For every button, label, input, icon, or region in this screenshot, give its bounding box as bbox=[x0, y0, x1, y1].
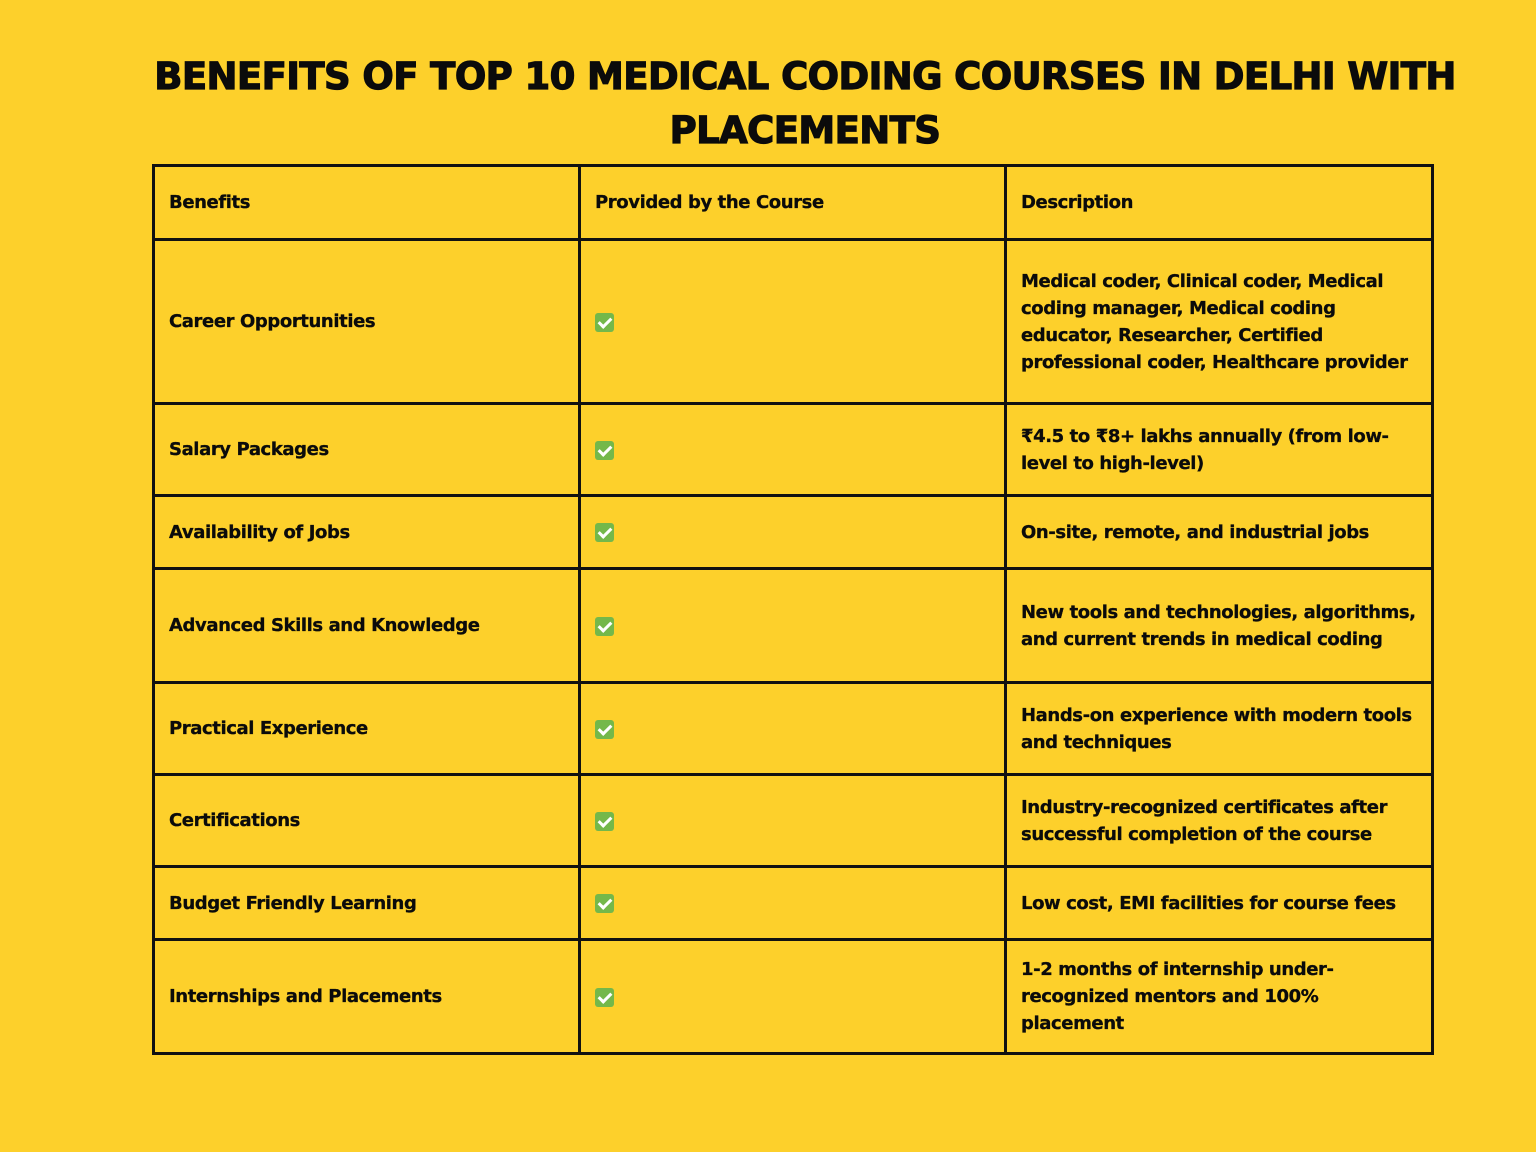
check-icon bbox=[595, 988, 614, 1007]
page-title: BENEFITS OF TOP 10 MEDICAL CODING COURSES IN DELHI WITH PLACEMENTS bbox=[154, 55, 1456, 152]
check-icon bbox=[595, 523, 614, 542]
check-icon bbox=[595, 313, 614, 332]
table-row bbox=[154, 569, 1433, 683]
provided-cell bbox=[580, 867, 1006, 940]
check-icon bbox=[595, 812, 614, 831]
benefit-cell: Internships and Placements bbox=[154, 940, 580, 1054]
description-cell: ₹4.5 to ₹8+ lakhs annually (from low-level to high-level) bbox=[1006, 404, 1433, 496]
benefit-cell: Practical Experience bbox=[154, 683, 580, 775]
header-provided: Provided by the Course bbox=[580, 166, 1006, 240]
table-row bbox=[154, 775, 1433, 867]
check-icon bbox=[595, 894, 614, 913]
benefits-table bbox=[152, 164, 1434, 1055]
description-cell: Industry-recognized certificates after successful completion of the course bbox=[1006, 775, 1433, 867]
benefit-cell: Certifications bbox=[154, 775, 580, 867]
table-row bbox=[154, 940, 1433, 1054]
description-cell: On-site, remote, and industrial jobs bbox=[1006, 496, 1433, 569]
header-description: Description bbox=[1006, 166, 1433, 240]
table-row bbox=[154, 496, 1433, 569]
provided-cell bbox=[580, 404, 1006, 496]
provided-cell bbox=[580, 940, 1006, 1054]
benefit-cell: Salary Packages bbox=[154, 404, 580, 496]
benefit-cell: Availability of Jobs bbox=[154, 496, 580, 569]
benefit-cell: Advanced Skills and Knowledge bbox=[154, 569, 580, 683]
description-cell: 1-2 months of internship under-recognized mentors and 100% placement bbox=[1006, 940, 1433, 1054]
check-icon bbox=[595, 617, 614, 636]
description-cell: Hands-on experience with modern tools and techniques bbox=[1006, 683, 1433, 775]
table-row bbox=[154, 404, 1433, 496]
check-icon bbox=[595, 441, 614, 460]
description-cell: Medical coder, Clinical coder, Medical coding manager, Medical coding educator, Researcher, Certified professional coder, Healthcare provider bbox=[1006, 240, 1433, 404]
table-row bbox=[154, 240, 1433, 404]
description-cell: Low cost, EMI facilities for course fees bbox=[1006, 867, 1433, 940]
provided-cell bbox=[580, 496, 1006, 569]
provided-cell bbox=[580, 775, 1006, 867]
provided-cell bbox=[580, 569, 1006, 683]
table-header-row bbox=[154, 166, 1433, 240]
header-benefits: Benefits bbox=[154, 166, 580, 240]
table-row bbox=[154, 683, 1433, 775]
provided-cell bbox=[580, 240, 1006, 404]
benefit-cell: Career Opportunities bbox=[154, 240, 580, 404]
check-icon bbox=[595, 720, 614, 739]
table-row bbox=[154, 867, 1433, 940]
provided-cell bbox=[580, 683, 1006, 775]
benefit-cell: Budget Friendly Learning bbox=[154, 867, 580, 940]
description-cell: New tools and technologies, algorithms, and current trends in medical coding bbox=[1006, 569, 1433, 683]
